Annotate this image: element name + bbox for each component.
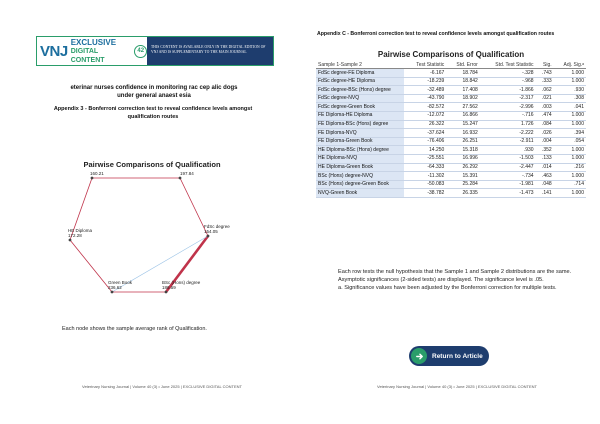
cell-adj-sig: 1.000 — [554, 172, 586, 181]
cell-adj-sig: 1.000 — [554, 77, 586, 86]
cell-sig: .026 — [536, 129, 554, 138]
cell-test-statistic: -64.333 — [404, 163, 446, 172]
cell-std-test-statistic: -2.996 — [480, 103, 536, 112]
cell-adj-sig: .714 — [554, 180, 586, 189]
table-row — [316, 154, 586, 163]
cell-sig: .003 — [536, 103, 554, 112]
chart-node — [165, 291, 168, 294]
cell-std-error: 15.391 — [446, 172, 480, 181]
appendix-c-heading: Appendix C - Bonferroni correction test to reveal confidence levels amongst qualification routes — [317, 31, 555, 37]
table-row — [316, 69, 586, 78]
right-page — [300, 0, 600, 424]
col-sample: Sample 1-Sample 2 — [316, 62, 404, 69]
col-sig: Sig. — [536, 62, 554, 69]
cell-test-statistic: -25.551 — [404, 154, 446, 163]
cell-adj-sig: 1.000 — [554, 154, 586, 163]
cell-test-statistic: 26.322 — [404, 120, 446, 129]
table-row — [316, 120, 586, 129]
table-row — [316, 189, 586, 198]
table-row — [316, 163, 586, 172]
cell-std-test-statistic: -2.447 — [480, 163, 536, 172]
cell-std-test-statistic: .930 — [480, 146, 536, 155]
table-row — [316, 111, 586, 120]
cell-std-error: 25.284 — [446, 180, 480, 189]
table-row — [316, 103, 586, 112]
cell-test-statistic: -37.624 — [404, 129, 446, 138]
cell-pair: HE Diploma-BSc (Hons) degree — [316, 146, 404, 155]
cell-pair: BSc (Hons) degree-NVQ — [316, 172, 404, 181]
chart-caption: Each node shows the sample average rank of Qualification. — [62, 326, 207, 332]
table-row — [316, 137, 586, 146]
cell-std-test-statistic: -.968 — [480, 77, 536, 86]
table-row — [316, 129, 586, 138]
cell-adj-sig: 1.000 — [554, 146, 586, 155]
cell-std-test-statistic: -1.473 — [480, 189, 536, 198]
cell-std-error: 16.996 — [446, 154, 480, 163]
cell-std-test-statistic: -2.911 — [480, 137, 536, 146]
cell-adj-sig: .054 — [554, 137, 586, 146]
cell-std-test-statistic: -1.866 — [480, 86, 536, 95]
exclusive-label: EXCLUSIVE DIGITAL CONTENT — [70, 37, 117, 64]
cell-std-error: 16.866 — [446, 111, 480, 120]
cell-sig: .352 — [536, 146, 554, 155]
node-rank-label: 186.59 — [162, 285, 176, 290]
cell-std-error: 18.902 — [446, 94, 480, 103]
cell-pair: FdSc degree-BSc (Hons) degree — [316, 86, 404, 95]
chart-edges — [70, 178, 208, 292]
cell-adj-sig: .308 — [554, 94, 586, 103]
footer: Veterinary Nursing Journal | Volume 40 (3) • June 2025 | EXCLUSIVE DIGITAL CONTENT — [82, 384, 242, 389]
cell-test-statistic: -12.072 — [404, 111, 446, 120]
footer: Veterinary Nursing Journal | Volume 40 (3) • June 2025 | EXCLUSIVE DIGITAL CONTENT — [377, 384, 537, 389]
table-row — [316, 172, 586, 181]
node-name-label: BSc (Hons) degree — [162, 280, 201, 285]
cell-pair: BSc (Hons) degree-Green Book — [316, 180, 404, 189]
cell-std-test-statistic: -2.317 — [480, 94, 536, 103]
table-row — [316, 146, 586, 155]
cell-std-error: 18.842 — [446, 77, 480, 86]
cell-pair: FE Diploma-BSc (Hons) degree — [316, 120, 404, 129]
node-name-label: FdSc degree — [204, 224, 230, 229]
cell-pair: FE Diploma-Green Book — [316, 137, 404, 146]
pairwise-table-wrap — [316, 50, 586, 198]
table-row — [316, 94, 586, 103]
cell-adj-sig: 1.000 — [554, 69, 586, 78]
chart-nodes — [68, 172, 230, 293]
cell-std-error: 27.562 — [446, 103, 480, 112]
cell-std-error: 26.335 — [446, 189, 480, 198]
table-body — [316, 69, 586, 198]
cell-sig: .004 — [536, 137, 554, 146]
chart-node — [179, 177, 182, 180]
cell-std-error: 18.784 — [446, 69, 480, 78]
pairwise-network-chart — [62, 172, 242, 312]
article-title: eterinar nurses confidence in monitoring rac cep alic dogs under general anaest esia — [70, 85, 238, 99]
cell-test-statistic: -43.790 — [404, 94, 446, 103]
cell-test-statistic: -50.083 — [404, 180, 446, 189]
cell-adj-sig: .041 — [554, 103, 586, 112]
cell-pair: FdSc degree-NVQ — [316, 94, 404, 103]
cell-adj-sig: .930 — [554, 86, 586, 95]
cell-pair: FE Diploma-HE Diploma — [316, 111, 404, 120]
cell-test-statistic: -6.167 — [404, 69, 446, 78]
cell-sig: .743 — [536, 69, 554, 78]
exclusive-banner — [36, 36, 274, 66]
cell-std-test-statistic: -.734 — [480, 172, 536, 181]
cell-sig: .133 — [536, 154, 554, 163]
chart-node — [69, 239, 72, 242]
cell-sig: .084 — [536, 120, 554, 129]
node-rank-label: 197.84 — [180, 172, 194, 176]
table-row — [316, 77, 586, 86]
cell-std-error: 15.318 — [446, 146, 480, 155]
return-to-article-button[interactable] — [409, 346, 489, 366]
return-button-label: Return to Article — [432, 352, 483, 360]
col-adj-sig: Adj. Sig.ᵃ — [554, 62, 586, 69]
node-rank-label: 160.21 — [90, 172, 104, 176]
cell-pair: FE Diploma-NVQ — [316, 129, 404, 138]
node-name-label: Green Book — [108, 280, 133, 285]
col-std-test-statistic: Std. Test Statistic — [480, 62, 536, 69]
note-line: Each row tests the null hypothesis that the Sample 1 and Sample 2 distributions are the same. — [338, 269, 572, 275]
note-line: a. Significance values have been adjusted by the Bonferroni correction for multiple tests. — [338, 285, 557, 292]
cell-test-statistic: -32.489 — [404, 86, 446, 95]
table-row — [316, 180, 586, 189]
vnj-logo — [37, 37, 147, 65]
cell-test-statistic: -11.302 — [404, 172, 446, 181]
cell-sig: .474 — [536, 111, 554, 120]
col-std-error: Std. Error — [446, 62, 480, 69]
cell-std-error: 17.408 — [446, 86, 480, 95]
cell-sig: .048 — [536, 180, 554, 189]
cell-std-test-statistic: -.328 — [480, 69, 536, 78]
cell-sig: .021 — [536, 94, 554, 103]
table-title: Pairwise Comparisons of Qualification — [377, 50, 525, 59]
cell-pair: FdSc degree-Green Book — [316, 103, 404, 112]
col-test-statistic: Test Statistic — [404, 62, 446, 69]
chart-node — [111, 291, 114, 294]
cell-adj-sig: 1.000 — [554, 189, 586, 198]
cell-adj-sig: .216 — [554, 163, 586, 172]
cell-test-statistic: 14.250 — [404, 146, 446, 155]
appendix-b-heading: Appendix 3 - Bonferroni correction test to reveal confidence levels amongst qualification routes — [53, 106, 253, 120]
cell-sig: .333 — [536, 77, 554, 86]
cell-sig: .014 — [536, 163, 554, 172]
cell-std-test-statistic: -1.503 — [480, 154, 536, 163]
chart-title: Pairwise Comparisons of Qualification — [83, 160, 221, 169]
table-notes — [338, 268, 596, 293]
badge-icon: 42 — [134, 45, 147, 58]
cell-pair: FdSc degree-HE Diploma — [316, 77, 404, 86]
node-rank-label: 154.05 — [204, 229, 218, 234]
cell-std-error: 16.932 — [446, 129, 480, 138]
cell-std-test-statistic: 1.726 — [480, 120, 536, 129]
vnj-wordmark: VNJ — [40, 42, 68, 60]
cell-sig: .062 — [536, 86, 554, 95]
edge-green-book-he-diploma — [70, 240, 112, 292]
cell-pair: HE Diploma-NVQ — [316, 154, 404, 163]
cell-std-error: 26.292 — [446, 163, 480, 172]
pairwise-table — [316, 62, 586, 198]
node-rank-label: 172.28 — [68, 233, 82, 238]
node-name-label: HE Diploma — [68, 228, 93, 233]
cell-pair: HE Diploma-Green Book — [316, 163, 404, 172]
cell-test-statistic: -82.572 — [404, 103, 446, 112]
cell-std-test-statistic: -1.981 — [480, 180, 536, 189]
table-row — [316, 86, 586, 95]
cell-test-statistic: -38.782 — [404, 189, 446, 198]
cell-std-test-statistic: -2.222 — [480, 129, 536, 138]
cell-test-statistic: -18.239 — [404, 77, 446, 86]
chart-node — [91, 177, 94, 180]
cell-sig: .463 — [536, 172, 554, 181]
cell-std-test-statistic: -.716 — [480, 111, 536, 120]
banner-note: THIS CONTENT IS AVAILABLE ONLY IN THE DIGITAL EDITION OF VNJ AND IS SUPPLEMENTARY TO THE MAIN JOURNAL — [147, 37, 273, 65]
note-line: Asymptotic significances (2-sided tests) are displayed. The significance level is .05. — [338, 277, 544, 284]
cell-sig: .141 — [536, 189, 554, 198]
cell-adj-sig: 1.000 — [554, 120, 586, 129]
cell-pair: NVQ-Green Book — [316, 189, 404, 198]
cell-test-statistic: -76.406 — [404, 137, 446, 146]
node-rank-label: 236.62 — [108, 285, 122, 290]
cell-std-error: 15.247 — [446, 120, 480, 129]
cell-adj-sig: 1.000 — [554, 111, 586, 120]
arrow-right-icon — [411, 348, 427, 364]
cell-pair: FdSc degree-FE Diploma — [316, 69, 404, 78]
cell-adj-sig: .394 — [554, 129, 586, 138]
cell-std-error: 26.251 — [446, 137, 480, 146]
chart-node — [207, 235, 210, 238]
